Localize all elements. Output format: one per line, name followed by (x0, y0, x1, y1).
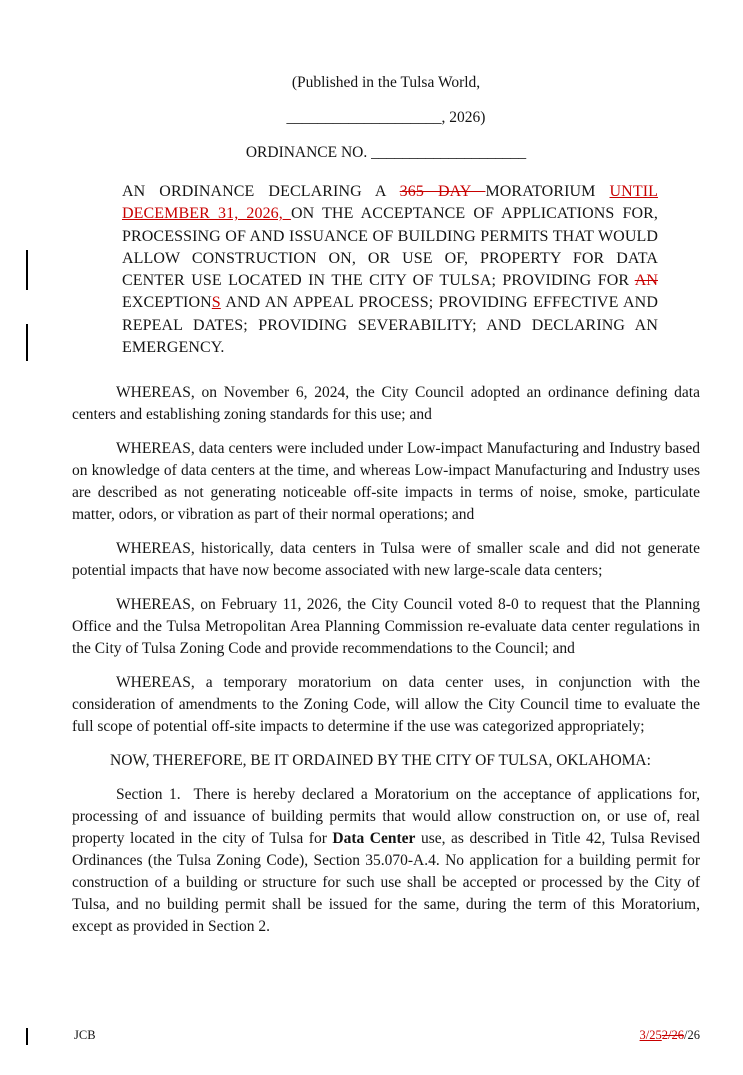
text-segment-normal: Section 1. There is hereby declared a Moratorium on the acceptance of applications for, processing of and issuance of building permits that would allow construction on, or use of, real property located in the city of Tulsa for (72, 786, 700, 848)
document-body (0, 72, 743, 938)
revision-change-bar (26, 250, 28, 290)
text-segment-ins: UNTIL DECEMBER 31, 2026, (122, 183, 658, 223)
now-therefore-paragraph: NOW, THEREFORE, BE IT ORDAINED BY THE CITY OF TULSA, OKLAHOMA: (110, 752, 651, 770)
ordinance-number-blank-line: ____________________ (371, 144, 527, 161)
whereas-paragraph-1: WHEREAS, on November 6, 2024, the City Council adopted an ordinance defining data centers and establishing zoning standards for this use; and (72, 384, 700, 424)
revision-date (640, 1027, 700, 1043)
published-line (72, 72, 700, 94)
text-segment-ins: S (211, 294, 221, 312)
text-segment-del: AN (634, 272, 658, 290)
ordinance-title-paragraph (122, 181, 658, 359)
published-date-line (72, 107, 700, 129)
text-segment-normal: AND AN APPEAL PROCESS; PROVIDING EFFECTIVE AND REPEAL DATES; PROVIDING SEVERABILITY; AND DECLARING AN EMERGENCY. (122, 294, 658, 357)
drafter-initials: JCB (74, 1028, 96, 1042)
published-year-text: , 2026) (441, 109, 486, 126)
text-segment-normal: MORATORIUM (485, 183, 610, 200)
whereas-paragraph-3: WHEREAS, historically, data centers in Tulsa were of smaller scale and did not generate potential impacts that have now become associated with new large-scale data centers; (72, 540, 700, 580)
section-1-paragraph (72, 784, 700, 938)
document-page (0, 72, 743, 1075)
whereas-paragraph-5: WHEREAS, a temporary moratorium on data center uses, in conjunction with the consideration of amendments to the Zoning Code, will allow the City Council time to evaluate the full scope of potential off-site impacts to determine if the use was categorized appropriately; (72, 674, 700, 736)
revision-change-bar (26, 1028, 28, 1045)
date-blank-line: ____________________ (286, 109, 442, 126)
ordinance-number-line (72, 142, 700, 164)
text-segment-bold: Data Center (332, 830, 416, 848)
text-segment-del: 365 DAY (399, 183, 486, 200)
text-segment-normal: /26 (684, 1028, 700, 1042)
whereas-paragraph-4: WHEREAS, on February 11, 2026, the City Council voted 8-0 to request that the Planning Office and the Tulsa Metropolitan Area Planning Commission re-evaluate data center regulations in the City of Tulsa Zoning Code and provide recommendations to the Council; and (72, 596, 700, 658)
ordinance-number-label: ORDINANCE NO. (245, 144, 372, 161)
whereas-paragraph-2: WHEREAS, data centers were included under Low-impact Manufacturing and Industry based on knowledge of data centers at the time, and whereas Low-impact Manufacturing and Industry uses are described as not generating noticeable off-site impacts in terms of noise, smoke, particulate matter, odors, or vibration as part of their normal operations; and (72, 440, 700, 524)
text-segment-normal: AN ORDINANCE DECLARING A (122, 183, 400, 200)
text-segment-normal: use, as described in Title 42, Tulsa Revised Ordinances (the Tulsa Zoning Code), Section 35.070-A.4. No application for a building permit for construction of a building or structure for such use shall be accepted or processed by the City of Tulsa, and no building permit shall be issued for the same, during the term of this Moratorium, except as provided in Section 2. (72, 830, 700, 936)
published-text: (Published in the Tulsa World, (291, 74, 481, 91)
text-segment-del: 2/26 (661, 1028, 685, 1042)
text-segment-normal: ON THE ACCEPTANCE OF APPLICATIONS FOR, PROCESSING OF AND ISSUANCE OF BUILDING PERMITS THAT WOULD ALLOW CONSTRUCTION ON, OR USE OF, PROPERTY FOR DATA CENTER USE LOCATED IN THE CITY OF TULSA; PROVIDING FOR (122, 205, 658, 290)
revision-change-bar (26, 324, 28, 361)
text-segment-ins: 3/25 (639, 1028, 662, 1042)
text-segment-normal: EXCEPTION (122, 294, 212, 312)
